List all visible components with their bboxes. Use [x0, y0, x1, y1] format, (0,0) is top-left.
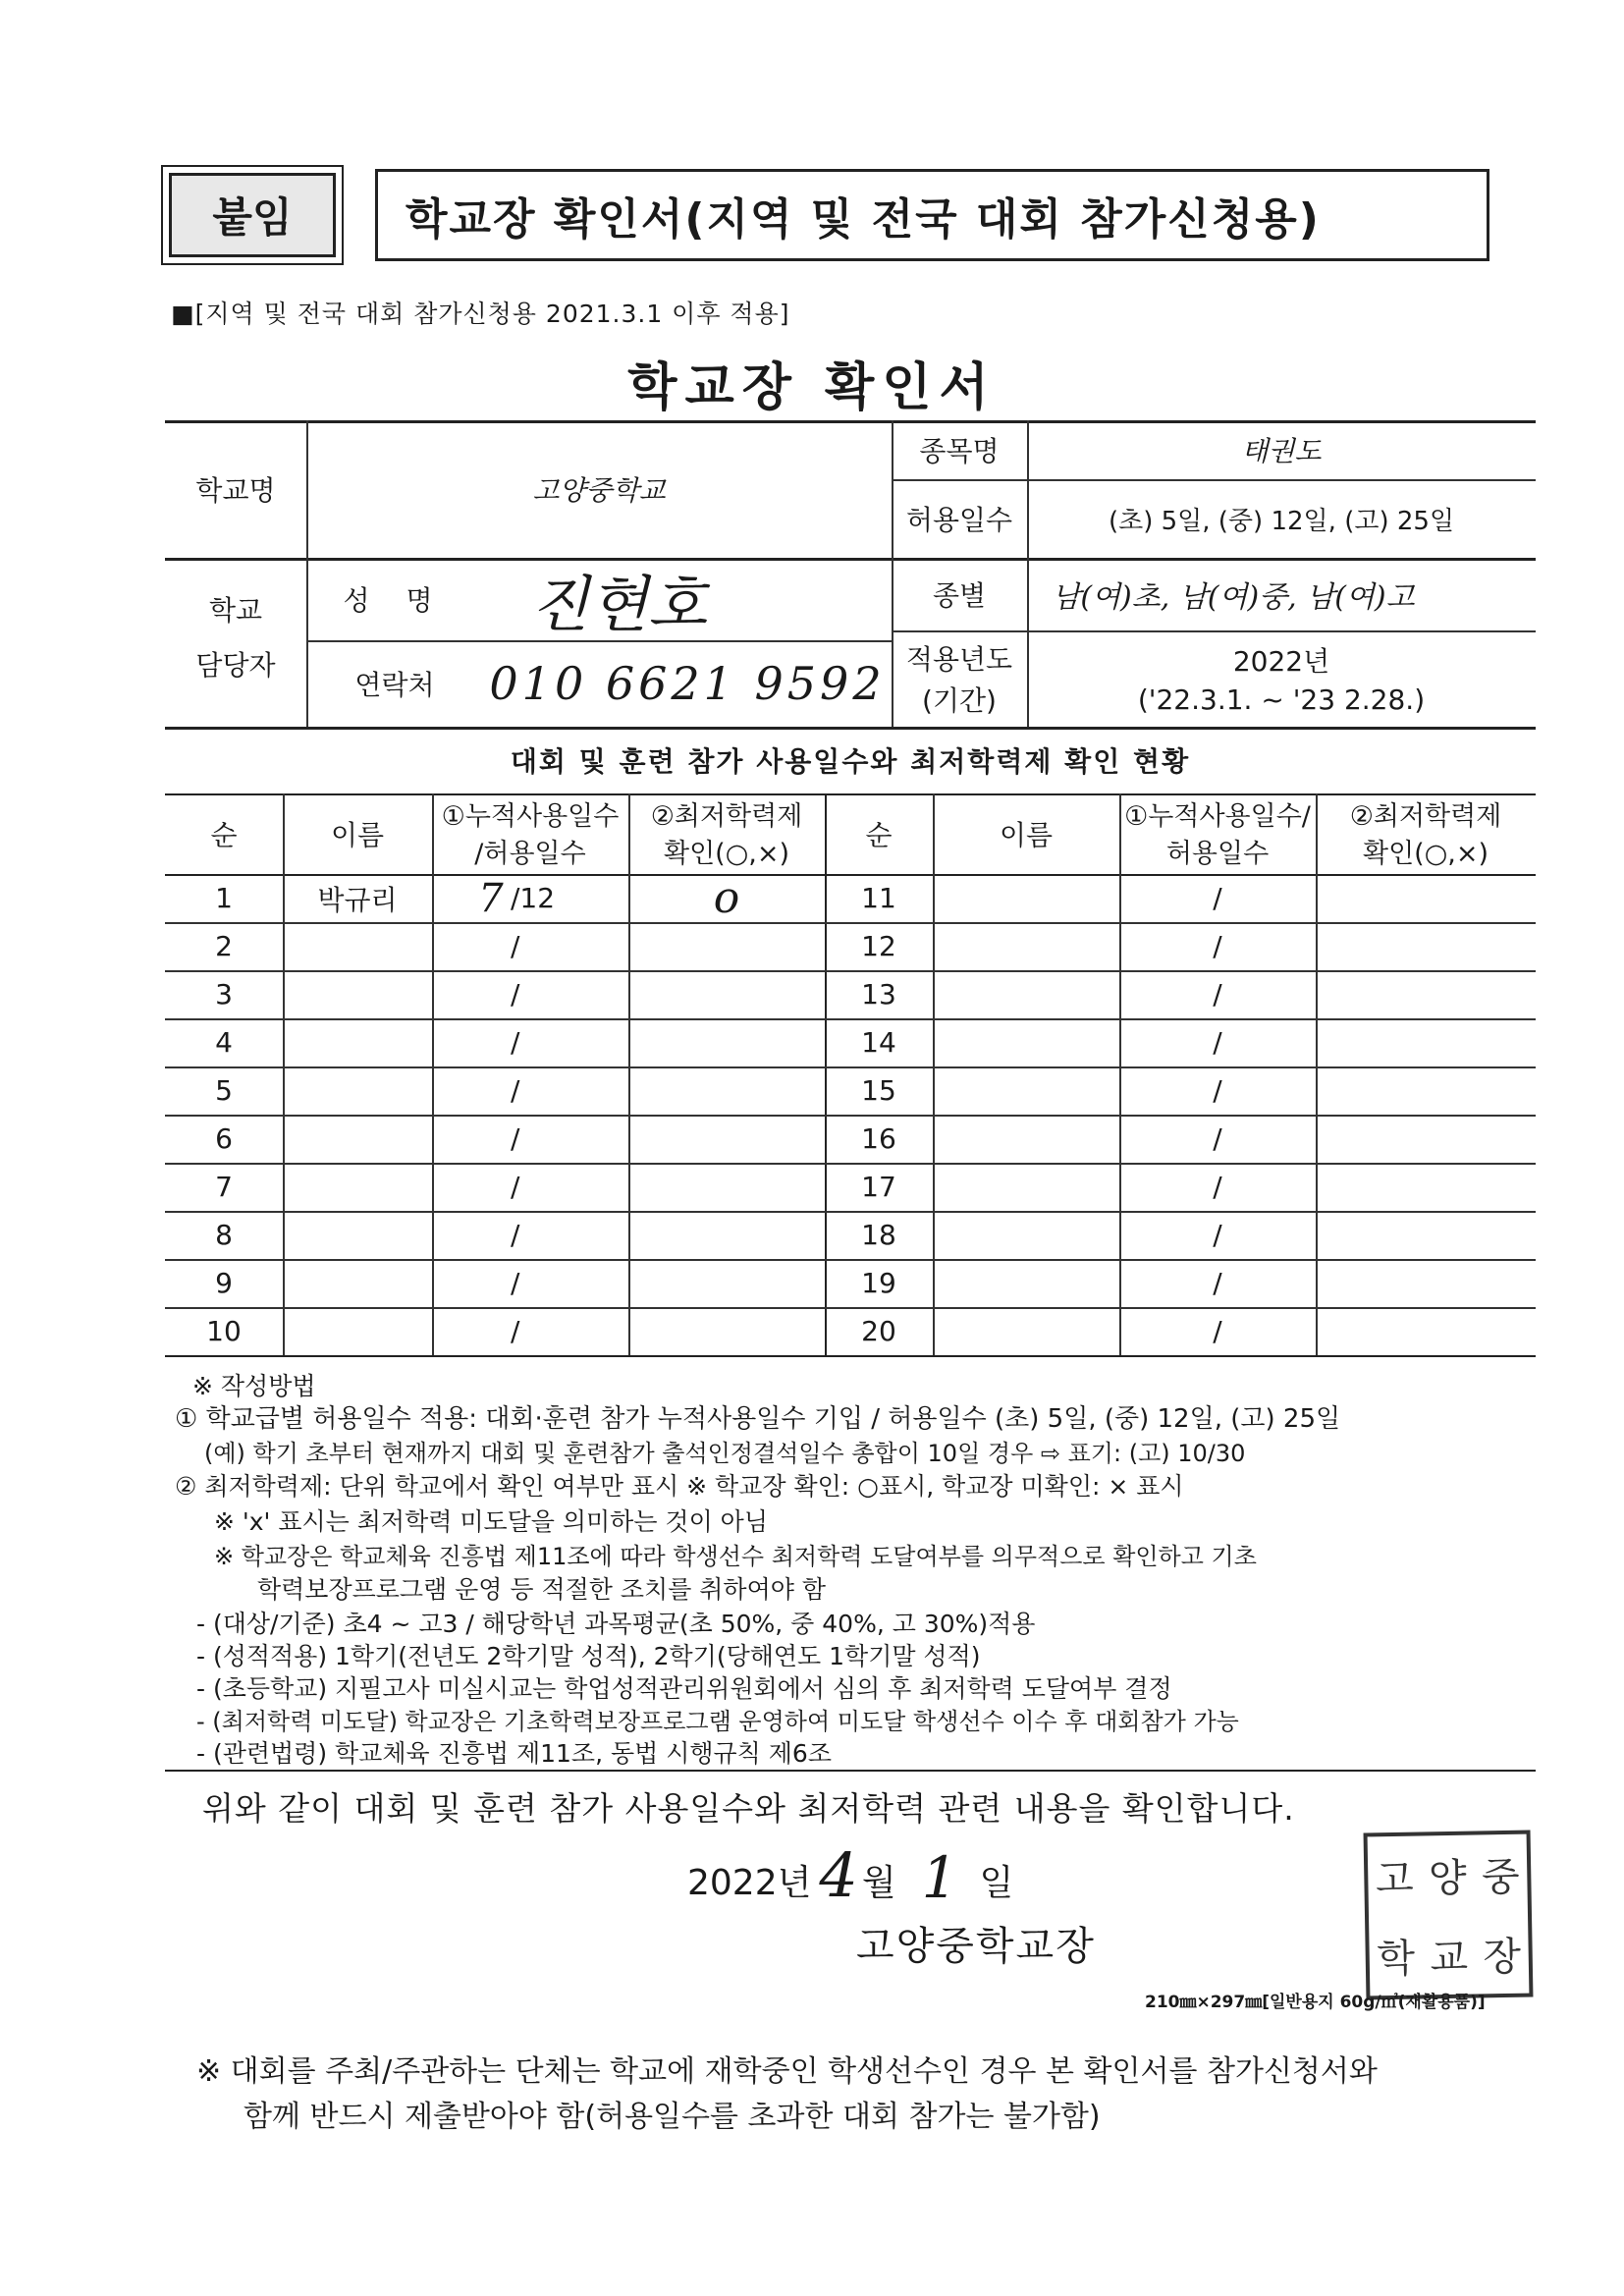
row-number: 18	[861, 1219, 896, 1251]
allowed-days-cell: /	[511, 1315, 520, 1347]
row-number: 6	[215, 1122, 233, 1155]
student-name	[283, 1018, 432, 1066]
student-name	[283, 1066, 432, 1115]
col-days-right-line2: 허용일수	[1165, 838, 1270, 869]
col-days-left-line1: ①누적사용일수	[441, 800, 620, 832]
stamp-char: 고	[1375, 1856, 1415, 1903]
min-academic-check: o	[713, 873, 740, 923]
allowed-days-value: (초) 5일, (중) 12일, (고) 25일	[1108, 506, 1455, 536]
school-label: 학교명	[195, 474, 276, 507]
table-rule	[933, 793, 935, 1355]
date-line	[687, 1836, 1014, 1911]
table-rule	[892, 630, 1536, 632]
row-number: 1	[215, 882, 233, 914]
footer-note-line2: 함께 반드시 제출받아야 함(허용일수를 초과한 대회 참가는 불가함)	[244, 2100, 1101, 2134]
applicability-note: ■[지역 및 전국 대회 참가신청용 2021.3.1 이후 적용]	[171, 300, 790, 328]
col-min-right-line2: 확인(○,×)	[1363, 838, 1489, 869]
allowed-days-cell: /	[511, 1219, 520, 1251]
stamp-char: 교	[1430, 1935, 1469, 1982]
detail-3: - (초등학교) 지필고사 미실시교는 학업성적관리위원회에서 심의 후 최저학력 도달여부 결정	[196, 1674, 1172, 1703]
apply-period-value: ('22.3.1. ~ '23 2.28.)	[1137, 683, 1426, 716]
allowed-days-cell: /	[1213, 1219, 1222, 1251]
apply-year-value: 2022년	[1232, 645, 1330, 678]
status-section-title: 대회 및 훈련 참가 사용일수와 최저학력제 확인 현황	[510, 745, 1191, 778]
student-name	[283, 1307, 432, 1355]
table-rule	[1316, 793, 1318, 1355]
contact-value: 010 6621 9592	[489, 657, 886, 710]
row-number: 2	[215, 930, 233, 962]
row-number: 12	[861, 930, 896, 962]
contact-label: 연락처	[354, 669, 435, 701]
note-2: ② 최저학력제: 단위 학교에서 확인 여부만 표시 ※ 학교장 확인: ○표시, 학교장 미확인: × 표시	[175, 1472, 1184, 1501]
used-days-handwritten: 7	[478, 875, 504, 921]
note-4b: 학력보장프로그램 운영 등 적절한 조치를 취하여야 함	[257, 1575, 826, 1604]
col-name-left: 이름	[330, 819, 385, 851]
note-3: ※ 'x' 표시는 최저학력 미도달을 의미하는 것이 아님	[214, 1507, 768, 1536]
col-min-right-line1: ②최저학력제	[1349, 800, 1502, 832]
allowed-days-label: 허용일수	[905, 504, 1013, 536]
student-name	[283, 922, 432, 970]
date-month-unit: 월	[861, 1863, 896, 1903]
student-name: 박규리	[317, 883, 398, 916]
detail-1: - (대상/기준) 초4 ~ 고3 / 해당학년 과목평균(초 50%, 중 40%, 고 30%)적용	[196, 1610, 1036, 1638]
col-min-left-line1: ②최저학력제	[650, 800, 803, 832]
principal-name: 고양중학교장	[856, 1924, 1096, 1969]
student-name	[283, 1163, 432, 1211]
allowed-days-cell: /	[1213, 1315, 1222, 1347]
detail-4: - (최저학력 미도달) 학교장은 기초학력보장프로그램 운영하여 미도달 학생선수 이수 후 대회참가 가능	[196, 1708, 1239, 1735]
allowed-days-cell: /	[511, 1171, 520, 1203]
col-no-right: 순	[865, 819, 893, 851]
row-number: 3	[215, 978, 233, 1011]
date-day-unit: 일	[979, 1863, 1014, 1903]
date-month-handwritten: 4	[819, 1839, 858, 1911]
allowed-days-cell: /	[511, 1122, 520, 1155]
min-academic-check	[628, 1163, 825, 1211]
document-header-title: 학교장 확인서(지역 및 전국 대회 참가신청용)	[375, 169, 1489, 261]
stamp-char: 양	[1428, 1855, 1468, 1902]
allowed-days-cell: /	[511, 1026, 520, 1059]
row-number: 19	[861, 1267, 896, 1299]
school-value: 고양중학교	[532, 474, 666, 507]
event-label: 종목명	[919, 435, 1000, 467]
allowed-days-cell: /	[511, 978, 520, 1011]
allowed-days-cell: /	[1213, 882, 1222, 914]
student-name	[283, 1211, 432, 1259]
manager-signature-name: 진현호	[530, 568, 707, 640]
allowed-days-cell: /	[1213, 1026, 1222, 1059]
year-label-line1: 적용년도	[905, 643, 1013, 676]
min-academic-check	[628, 1307, 825, 1355]
row-number: 9	[215, 1267, 233, 1299]
allowed-days-cell: /	[1213, 978, 1222, 1011]
min-academic-check	[628, 1018, 825, 1066]
date-year: 2022년	[687, 1863, 812, 1903]
allowed-days-cell: /	[1213, 1122, 1222, 1155]
row-number: 7	[215, 1171, 233, 1203]
col-no-left: 순	[210, 819, 238, 851]
col-name-right: 이름	[999, 819, 1054, 851]
stamp-char: 중	[1481, 1854, 1521, 1901]
min-academic-check	[628, 922, 825, 970]
gender-value: 남(여)초, 남(여)중, 남(여)고	[1052, 580, 1415, 615]
row-number: 10	[206, 1315, 242, 1347]
name-label: 성 명	[343, 584, 447, 617]
event-value: 태권도	[1241, 435, 1322, 467]
detail-5: - (관련법령) 학교체육 진흥법 제11조, 동법 시행규칙 제6조	[196, 1739, 832, 1768]
student-name	[283, 1115, 432, 1163]
row-number: 15	[861, 1074, 896, 1107]
row-number: 16	[861, 1122, 896, 1155]
notes-heading: ※ 작성방법	[192, 1372, 316, 1400]
allowed-days-cell: /	[1213, 930, 1222, 962]
student-name	[283, 970, 432, 1018]
manager-label-line2: 담당자	[195, 649, 276, 682]
row-number: 8	[215, 1219, 233, 1251]
footer-note-line1: ※ 대회를 주최/주관하는 단체는 학교에 재학중인 학생선수인 경우 본 확인서를 참가신청서와	[196, 2054, 1378, 2089]
date-day-handwritten: 1	[921, 1844, 958, 1911]
min-academic-check	[628, 970, 825, 1018]
row-number: 17	[861, 1171, 896, 1203]
row-number: 4	[215, 1026, 233, 1059]
official-seal-stamp	[1364, 1831, 1534, 2000]
attachment-tag: 붙임	[169, 173, 336, 257]
student-name	[283, 1259, 432, 1307]
paper-spec: 210㎜×297㎜[일반용지 60g/㎡(재활용품)]	[1145, 1993, 1486, 2012]
col-min-left-line2: 확인(○,×)	[664, 838, 789, 869]
allowed-days-cell: /	[1213, 1267, 1222, 1299]
year-label-line2: (기간)	[922, 684, 997, 717]
allowed-days-cell: /	[511, 1074, 520, 1107]
table-rule	[432, 793, 434, 1355]
allowed-days-cell: /	[511, 930, 520, 962]
detail-2: - (성적적용) 1학기(전년도 2학기말 성적), 2학기(당해연도 1학기말 성적)	[196, 1642, 981, 1670]
stamp-char: 학	[1377, 1936, 1416, 1983]
note-4a: ※ 학교장은 학교체육 진흥법 제11조에 따라 학생선수 최저학력 도달여부를 의무적으로 확인하고 기초	[214, 1543, 1257, 1570]
notes-rule	[165, 1770, 1536, 1772]
col-days-left-line2: /허용일수	[474, 838, 586, 869]
min-academic-check	[628, 1211, 825, 1259]
note-1b: (예) 학기 초부터 현재까지 대회 및 훈련참가 출석인정결석일수 총합이 10일 경우 ⇨ 표기: (고) 10/30	[204, 1440, 1246, 1467]
allowed-days-cell: /	[1213, 1171, 1222, 1203]
allowed-days-cell: /12	[511, 882, 556, 914]
col-days-right-line1: ①누적사용일수/	[1124, 800, 1311, 832]
row-number: 13	[861, 978, 896, 1011]
row-number: 14	[861, 1026, 896, 1059]
allowed-days-cell: /	[511, 1267, 520, 1299]
min-academic-check	[628, 1115, 825, 1163]
min-academic-check	[628, 1259, 825, 1307]
table-border-bottom	[165, 1355, 1536, 1357]
row-number: 11	[861, 882, 896, 914]
row-number: 5	[215, 1074, 233, 1107]
manager-label-line1: 학교	[208, 594, 263, 627]
row-number: 20	[861, 1315, 896, 1347]
stamp-char: 장	[1483, 1934, 1522, 1981]
note-1a: ① 학교급별 허용일수 적용: 대회·훈련 참가 누적사용일수 기입 / 허용일수 (초) 5일, (중) 12일, (고) 25일	[175, 1404, 1341, 1434]
allowed-days-cell: /	[1213, 1074, 1222, 1107]
min-academic-check	[628, 1066, 825, 1115]
confirmation-text: 위와 같이 대회 및 훈련 참가 사용일수와 최저학력 관련 내용을 확인합니다.	[202, 1789, 1295, 1828]
page-title: 학교장 확인서	[627, 358, 997, 417]
gender-label: 종별	[932, 579, 987, 612]
